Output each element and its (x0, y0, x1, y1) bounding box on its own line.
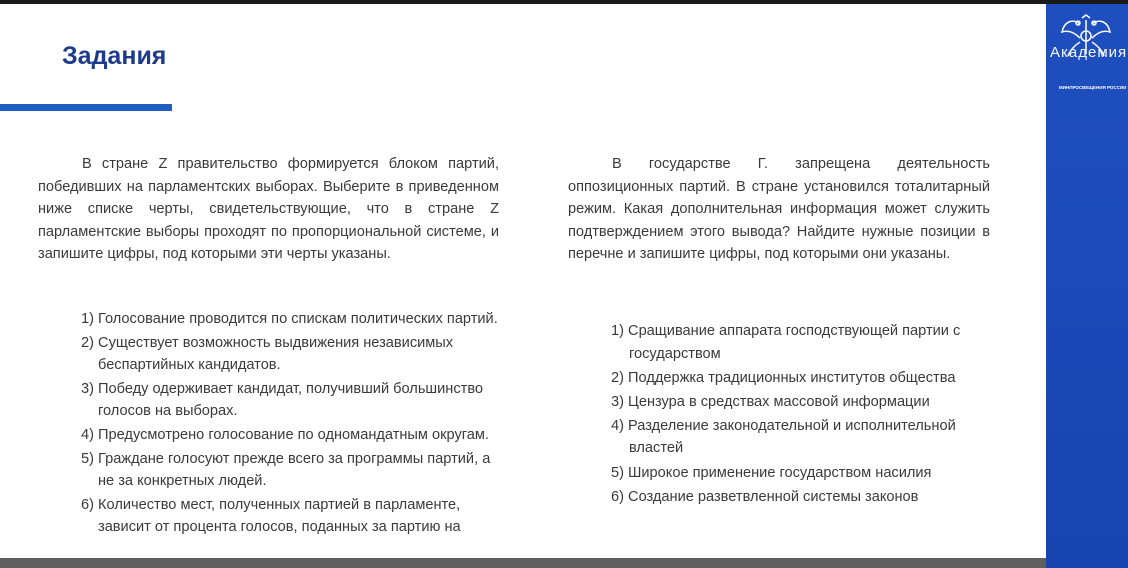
list-item: 1) Голосование проводится по спискам политических партий. (81, 311, 498, 327)
list-item: 3) Цензура в средствах массовой информации (611, 393, 930, 410)
left-task-text: В стране Z правительство формируется блоком партий, победивших на парламентских выборах. Выберите в приведенном ниже списке черты, свидетельствующие, что в стране Z парламентские выборы проходят по пропорциональной системе, и запишите цифры, под которыми эти черты указаны. (38, 156, 499, 263)
list-item: 4) Разделение законодательной и исполнительной властей (611, 417, 956, 457)
list-item: 1) Сращивание аппарата господствующей партии с государством (611, 323, 961, 362)
right-options-list (611, 320, 991, 510)
bottom-overlay-bar (0, 558, 1046, 568)
brand-logo-word: Академия (1050, 44, 1128, 61)
list-item: 6) Количество мест, полученных партией в парламенте, зависит от процента голосов, поданных за партию на (81, 496, 461, 536)
list-item: 4) Предусмотрено голосование по одномандатным округам. (81, 426, 489, 443)
slide-title: Задания (62, 42, 167, 70)
brand-logo-subtitle: МИНПРОСВЕЩЕНИЯ РОССИИ (1059, 85, 1127, 90)
title-underline (0, 104, 172, 111)
list-item: 2) Существует возможность выдвижения независимых беспартийных кандидатов. (81, 334, 454, 374)
list-item: 3) Победу одерживает кандидат, получивший большинство голосов на выборах. (81, 380, 484, 420)
left-options-list (81, 308, 501, 540)
list-item: 6) Создание разветвленной системы законов (611, 488, 919, 505)
list-item: 5) Широкое применение государством насилия (611, 464, 932, 481)
presentation-slide (0, 4, 1046, 568)
right-task-text: В государстве Г. запрещена деятельность оппозиционных партий. В стране установился тоталитарный режим. Какая дополнительная информация может служить подтверждением этого вывода? Найдите нужные позиции в перечне и запишите цифры, под которыми они указаны. (568, 156, 990, 263)
list-item: 5) Граждане голосуют прежде всего за программы партий, а не за конкретных людей. (81, 450, 491, 490)
list-item: 2) Поддержка традиционных институтов общества (611, 369, 956, 386)
